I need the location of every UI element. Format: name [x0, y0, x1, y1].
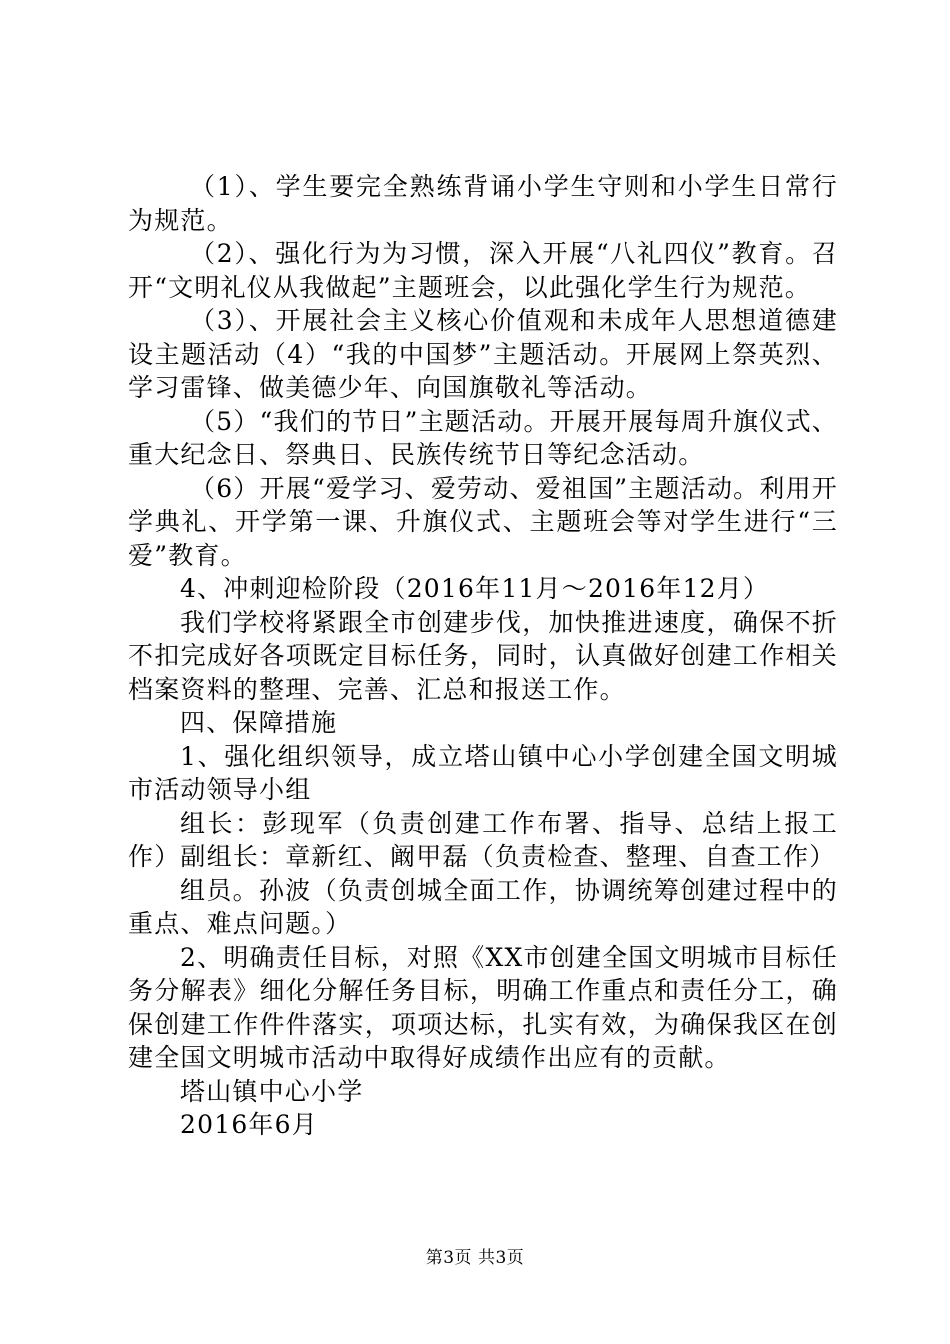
paragraph-responsibility-goals: 2、明确责任目标，对照《XX市创建全国文明城市目标任务分解表》细化分解任务目标，明确工作重点和责任分工，确保创建工作件件落实，项项达标，扎实有效，为确保我区在创建全国文明城市活动中取得好成绩作出应有的贡献。: [128, 942, 838, 1072]
signature-school-name: 塔山镇中心小学: [180, 1076, 364, 1106]
paragraph-item-1: （1）、学生要完全熟练背诵小学生守则和小学生日常行为规范。: [128, 172, 838, 235]
paragraph-item-2: （2）、强化行为为习惯，深入开展“八礼四仪”教育。召开“文明礼仪从我做起”主题班会，以此强化学生行为规范。: [128, 239, 838, 302]
paragraph-group-members: 组员。孙波（负责创城全面工作，协调统筹创建过程中的重点、难点问题。）: [128, 875, 838, 938]
paragraph-item-5: （5）“我们的节日”主题活动。开展开展每周升旗仪式、重大纪念日、祭典日、民族传统节日等纪念活动。: [128, 406, 838, 469]
page-footer: 第3页 共3页: [425, 1248, 525, 1268]
section-heading-sprint-phase: 4、冲刺迎检阶段（2016年11月～2016年12月）: [180, 574, 770, 603]
paragraph-item-6: （6）开展“爱学习、爱劳动、爱祖国”主题活动。利用开学典礼、开学第一课、升旗仪式、主题班会等对学生进行“三爱”教育。: [128, 473, 838, 570]
paragraph-item-3: （3）、开展社会主义核心价值观和未成年人思想道德建设主题活动（4）“我的中国梦”主题活动。开展网上祭英烈、学习雷锋、做美德少年、向国旗敬礼等活动。: [128, 306, 838, 402]
document-body: [128, 170, 838, 1142]
paragraph-organization-leadership: 1、强化组织领导，成立塔山镇中心小学创建全国文明城市活动领导小组: [128, 741, 838, 804]
signature-date: 2016年6月: [180, 1110, 318, 1139]
paragraph-sprint-description: 我们学校将紧跟全市创建步伐，加快推进速度，确保不折不扣完成好各项既定目标任务，同时，认真做好创建工作相关档案资料的整理、完善、汇总和报送工作。: [128, 607, 838, 704]
section-heading-safeguards: 四、保障措施: [180, 708, 338, 737]
paragraph-group-leaders: 组长：彭现军（负责创建工作布署、指导、总结上报工作）副组长：章新红、阚甲磊（负责检查、整理、自查工作）: [128, 808, 838, 871]
